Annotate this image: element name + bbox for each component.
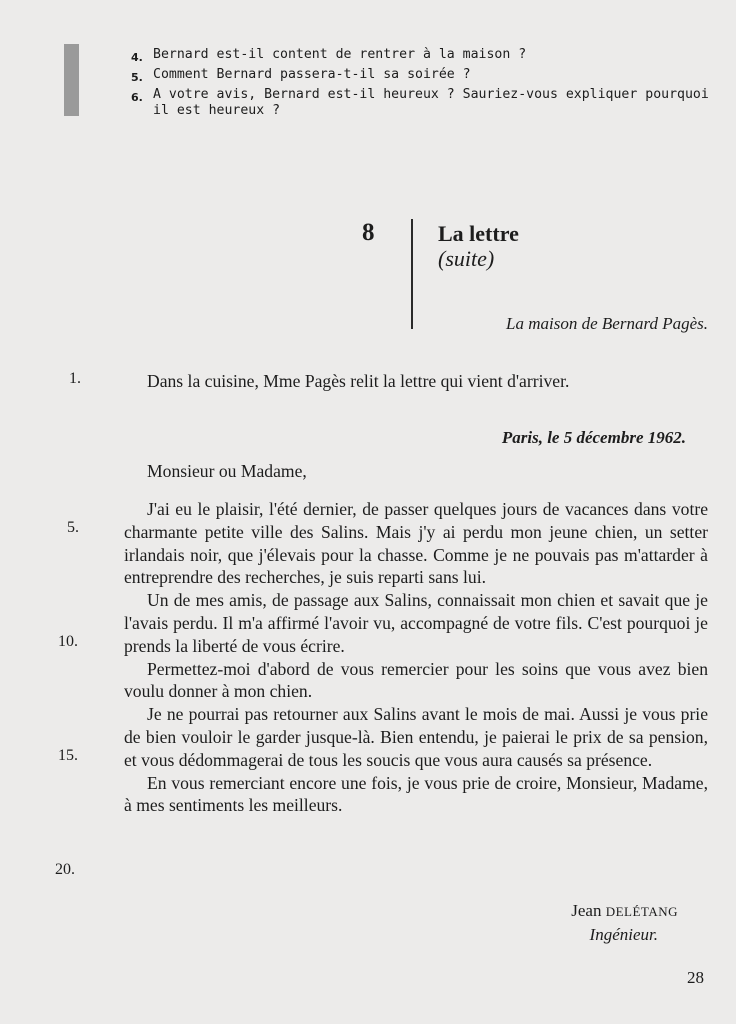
question-item: [131, 87, 721, 119]
chapter-number: 8: [362, 219, 375, 246]
question-text: Bernard est-il content de rentrer à la maison ?: [153, 47, 527, 62]
line-number: 10.: [58, 633, 78, 650]
letter-paragraph: Permettez-moi d'abord de vous remercier pour les soins que vous avez bien voulu donner à mon chien.: [124, 658, 708, 702]
questions-list: [131, 47, 721, 119]
line-number: 1.: [69, 370, 81, 387]
line-number: 15.: [58, 747, 78, 764]
signature-title: Ingénieur.: [589, 925, 658, 944]
letter-paragraph: Un de mes amis, de passage aux Salins, connaissait mon chien et savait que je l'avais perdu. Il m'a affirmé l'avoir vu, accompagné de votre fils. C'est pourquoi je prends la liberté de vous écrire.: [124, 590, 708, 656]
page-number: 28: [687, 968, 704, 987]
signature-first-name: Jean: [571, 901, 602, 920]
question-item: [131, 67, 721, 87]
letter-paragraph: J'ai eu le plaisir, l'été dernier, de passer quelques jours de vacances dans votre charmante petite ville des Salins. Mais j'y ai perdu mon jeune chien, un setter irlandais noir, que j'élevais pour la chasse. Comme je ne pouvais pas m'attarder à entreprendre des recherches, je suis reparti sans lui.: [124, 499, 708, 588]
question-number: 5.: [131, 71, 143, 84]
line-number: 20.: [55, 861, 75, 878]
letter-paragraph: Je ne pourrai pas retourner aux Salins avant le mois de mai. Aussi je vous prie de bien vouloir le garder jusque-là. Bien entendu, je paierai le prix de sa pension, et vous dédommagerai de tous les soucis que vous aura causés sa présence.: [124, 704, 708, 770]
question-text: Comment Bernard passera-t-il sa soirée ?: [153, 67, 471, 82]
question-number: 4.: [131, 51, 143, 64]
letter-paragraph: En vous remerciant encore une fois, je vous prie de croire, Monsieur, Madame, à mes sentiments les meilleurs.: [124, 772, 708, 816]
questions-margin-bar: [64, 44, 79, 116]
line-number: 5.: [67, 519, 79, 536]
question-item: [131, 47, 721, 67]
intro-text: Dans la cuisine, Mme Pagès relit la lettre qui vient d'arriver.: [147, 371, 570, 391]
letter-body: [124, 498, 708, 817]
chapter-location: La maison de Bernard Pagès.: [506, 314, 708, 333]
letter-date: Paris, le 5 décembre 1962.: [501, 428, 686, 447]
chapter-title: La lettre: [438, 221, 519, 246]
chapter-subtitle: (suite): [438, 246, 495, 271]
signature-name: [571, 901, 678, 921]
signature-last-name: DELÉTANG: [605, 904, 678, 919]
letter-salutation: Monsieur ou Madame,: [147, 461, 307, 481]
question-text: A votre avis, Bernard est-il heureux ? Sauriez-vous expliquer pourquoi il est heureux ?: [153, 87, 709, 118]
chapter-divider: [411, 219, 413, 329]
question-number: 6.: [131, 91, 143, 104]
